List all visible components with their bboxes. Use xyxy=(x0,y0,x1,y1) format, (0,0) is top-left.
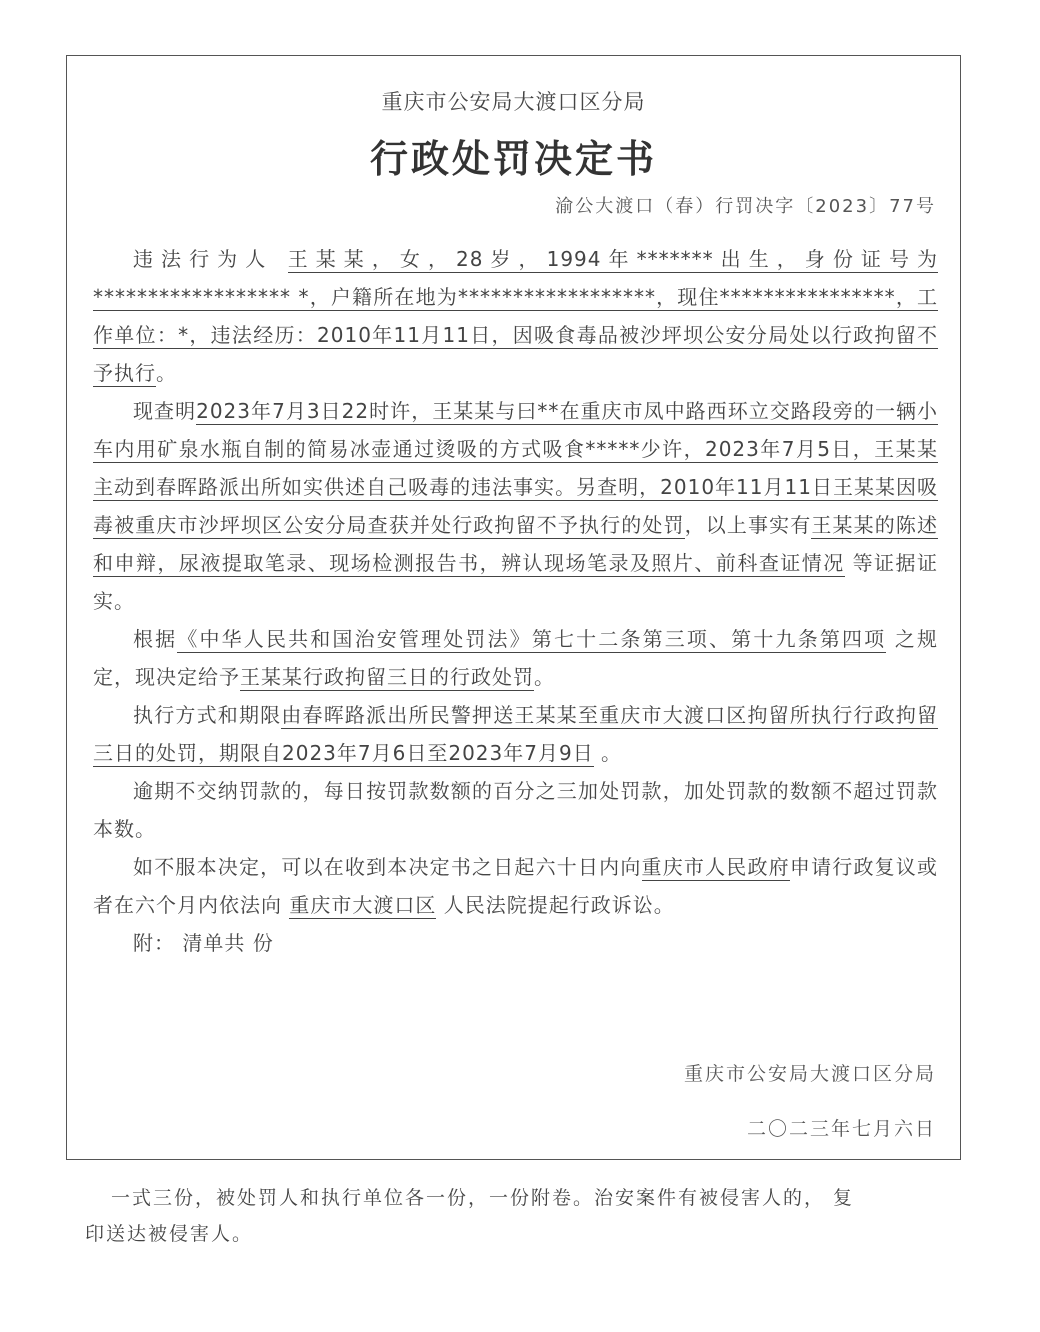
execution-paragraph xyxy=(93,696,938,772)
attachment-line: 附： 清单共 份 xyxy=(133,931,274,955)
facts-end: 等证据证实。 xyxy=(93,551,939,613)
signature-date: 二〇二三年七月六日 xyxy=(746,1118,936,1140)
law-articles: 《中华人民共和国治安管理处罚法》第七十二条第三项、第十九条第四项 xyxy=(177,627,887,651)
document-number: 渝公大渡口（春）行罚决字〔2023〕77号 xyxy=(555,196,936,217)
footnote-line-1: 一式三份，被处罚人和执行单位各一份，一份附卷。治安案件有被侵害人的， 复 xyxy=(111,1187,855,1209)
offender-paragraph xyxy=(93,240,938,392)
review-authority: 重庆市人民政府 xyxy=(641,855,790,879)
penalty-decision: 王某某行政拘留三日的行政处罚 xyxy=(240,665,534,689)
appeal-mid: 申请行政复议或者在六个月内依法向 xyxy=(93,855,939,917)
signature-agency: 重庆市公安局大渡口区分局 xyxy=(683,1063,936,1085)
legal-basis-end: 。 xyxy=(534,665,555,689)
offender-lead: 违法行为人 xyxy=(133,247,274,271)
document-title: 行政处罚决定书 xyxy=(369,137,657,181)
execution-end: 。 xyxy=(593,741,623,765)
footnote-line-2: 印送达被侵害人。 xyxy=(85,1223,254,1245)
footnote xyxy=(85,1180,972,1252)
offender-details: 王某某，女，28岁，1994年*******出生，身份证号为****************** *，户籍所在地为******************，现住****************，工作单位：*，违法经历：2010年11月11日，因吸食毒品被沙坪坝公安分局处以行政拘留不予执行 xyxy=(93,247,939,385)
document-frame xyxy=(66,55,961,1160)
facts-mid: ，以上事实有 xyxy=(684,513,812,537)
legal-basis-lead: 根据 xyxy=(133,627,178,651)
legal-basis-mid: 之规定，现决定给予 xyxy=(93,627,939,689)
facts-paragraph xyxy=(93,392,938,620)
evidence-list: 王某某的陈述和申辩，尿液提取笔录、现场检测报告书，辨认现场笔录及照片、前科查证情况 xyxy=(93,513,939,575)
appeal-lead: 如不服本决定，可以在收到本决定书之日起六十日内向 xyxy=(133,855,642,879)
execution-details: 由春晖路派出所民警押送王某某至重庆市大渡口区拘留所执行行政拘留三日的处罚，期限自2023年7月6日至2023年7月9日 xyxy=(93,703,939,765)
execution-lead: 执行方式和期限 xyxy=(133,703,282,727)
appeal-end: 人民法院提起行政诉讼。 xyxy=(436,893,675,917)
overdue-fine-paragraph: 逾期不交纳罚款的，每日按罚款数额的百分之三加处罚款，加处罚款的数额不超过罚款本数。 xyxy=(93,779,938,841)
facts-details: 2023年7月3日22时许，王某某与曰**在重庆市凤中路西环立交路段旁的一辆小车内用矿泉水瓶自制的简易冰壶通过烫吸的方式吸食*****少许，2023年7月5日，王某某主动到春晖路派出所如实供述自己吸毒的违法事实。另查明，2010年11月11日王某某因吸毒被重庆市沙坪坝区公安分局查获并处行政拘留不予执行的处罚 xyxy=(93,399,939,537)
facts-lead: 现查明 xyxy=(133,399,197,423)
offender-end: 。 xyxy=(156,361,177,385)
appeal-paragraph xyxy=(93,848,938,924)
document-body xyxy=(93,240,938,962)
legal-basis-paragraph xyxy=(93,620,938,696)
issuing-agency-header: 重庆市公安局大渡口区分局 xyxy=(381,90,646,114)
court-district: 重庆市大渡口区 xyxy=(289,893,437,917)
